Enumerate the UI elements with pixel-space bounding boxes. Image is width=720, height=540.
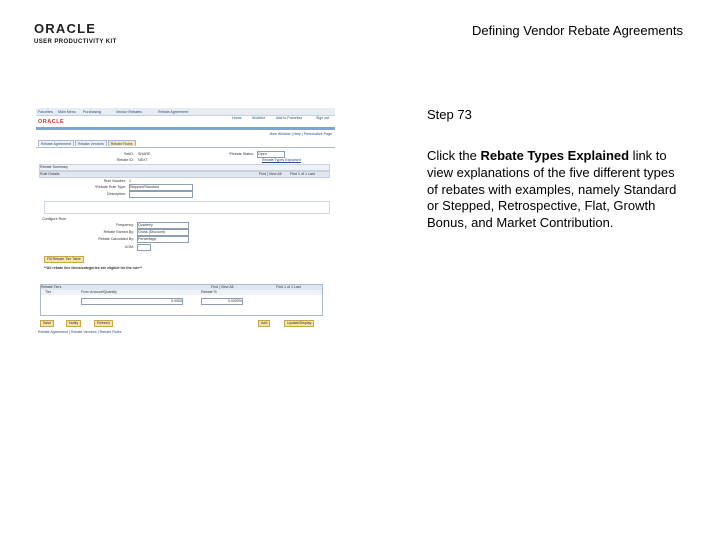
nav-worklist[interactable]: Worklist <box>252 116 265 120</box>
breadcrumb-favorites[interactable]: Favorites <box>38 109 53 114</box>
rebate-status-select[interactable] <box>257 151 285 158</box>
footer-tab-links[interactable]: Rebate Agreement | Rebate Vendors | Rebate Rules <box>38 330 122 334</box>
frequency-label: Frequency: <box>116 223 134 227</box>
rebate-summary-bar[interactable] <box>39 164 330 171</box>
rule-first-last[interactable]: First 1 of 1 Last <box>290 172 315 176</box>
rebate-status-label: *Rebate Status: <box>228 152 254 156</box>
refresh-button[interactable]: Refresh <box>94 320 113 327</box>
rebate-id-value: NEXT <box>138 158 148 162</box>
screenshot-breadcrumb-bar <box>36 108 335 116</box>
grid-find-view[interactable]: Find | View All <box>211 285 234 289</box>
logo-subtitle: USER PRODUCTIVITY KIT <box>34 39 117 45</box>
logo-brand: ORACLE <box>34 21 97 36</box>
description-input[interactable] <box>129 191 193 198</box>
screenshot-footer-toolbar <box>38 320 333 326</box>
nav-sign-out[interactable]: Sign out <box>316 116 330 120</box>
rebate-summary-label: Rebate Summary <box>40 165 68 169</box>
step-text-before: Click the <box>427 148 481 163</box>
document-title: Defining Vendor Rebate Agreements <box>471 23 683 38</box>
screenshot-tabs <box>38 140 137 147</box>
rebate-calc-value: Percentage <box>138 237 157 241</box>
step-text-bold: Rebate Types Explained <box>480 148 630 163</box>
uom-label: UOM: <box>124 245 134 249</box>
breadcrumb-vendor-rebates[interactable]: Vendor Rebates <box>116 109 142 114</box>
screenshot-nav-bar <box>36 116 335 126</box>
oracle-upk-logo <box>34 22 144 50</box>
description-label: Description: <box>107 192 126 196</box>
rebate-earned-value: Gross (Discount) <box>138 230 165 234</box>
configure-rule-label: Configure Rule <box>42 217 66 221</box>
setid-value: SHARE <box>138 152 151 156</box>
rebate-rule-type-select[interactable] <box>129 184 193 191</box>
col-from-amount: From Amount/Quantity <box>81 290 117 294</box>
rebate-rule-type-value: Stepped/Standard <box>130 185 159 189</box>
frequency-value: Quarterly <box>138 223 153 227</box>
rebate-calc-label: Rebate Calculated By: <box>98 237 134 241</box>
breadcrumb-purchasing[interactable]: Purchasing <box>83 109 101 114</box>
grid-first-last[interactable]: First 1 of 1 Last <box>276 285 301 289</box>
uom-input[interactable] <box>137 244 151 251</box>
from-amount-input[interactable] <box>81 298 183 305</box>
rebate-pct-input[interactable] <box>201 298 243 305</box>
rebate-earned-label: Rebate Earned By: <box>103 230 134 234</box>
eligible-note: **All rebate line items/categories are eligible for the rule** <box>44 266 143 270</box>
rebate-types-explained-link[interactable]: Rebate Types Explained <box>262 158 301 162</box>
application-screenshot <box>36 108 335 338</box>
grid-column-headers <box>41 290 322 295</box>
notify-button[interactable]: Notify <box>66 320 81 327</box>
breadcrumb-rebate-agreement[interactable]: Rebate Agreement <box>158 109 188 114</box>
add-button[interactable]: Add <box>258 320 270 327</box>
rule-find-view[interactable]: Find | View All <box>259 172 282 176</box>
rule-number-label: Rule Number: <box>103 179 126 183</box>
grid-row-from: 0.0000 <box>171 299 182 303</box>
step-title: Step 73 <box>427 107 472 122</box>
rebate-rule-type-label: *Rebate Rule Type: <box>94 185 126 189</box>
step-text-after: link to view explanations of the five different types of rebates with examples, namely Standard or Stepped, Retrospective, Flat, Growth Bonus, and Market Contribution. <box>427 148 677 231</box>
col-tier: Tier <box>45 290 52 294</box>
save-button[interactable]: Save <box>40 320 54 327</box>
rebate-status-value: Open <box>258 152 267 156</box>
update-display-button[interactable]: Update/Display <box>284 320 314 327</box>
screenshot-brand: ORACLE <box>38 119 65 125</box>
rule-details-bar <box>39 171 330 178</box>
table-row <box>41 297 322 305</box>
grid-title: Rebate Tiers <box>41 285 62 289</box>
rebate-earned-select[interactable] <box>137 229 189 236</box>
col-rebate-pct: Rebate % <box>201 290 217 294</box>
setid-label: SetID: <box>124 152 134 156</box>
rebate-tiers-grid <box>40 284 323 316</box>
step-instructions <box>427 148 689 232</box>
rebate-id-label: Rebate ID: <box>116 158 134 162</box>
nav-home[interactable]: Home <box>232 116 242 120</box>
screenshot-divider <box>36 127 335 130</box>
rule-details-label: Rule Details <box>40 172 60 176</box>
rule-number-value: 1 <box>129 179 131 183</box>
fill-rebate-tier-button[interactable]: Fill Rebate Tier Table <box>44 256 84 263</box>
nav-add-favorites[interactable]: Add to Favorites <box>276 116 303 120</box>
tab-rebate-rules[interactable]: Rebate Rules <box>108 140 136 146</box>
tab-rebate-agreement[interactable]: Rebate Agreement <box>38 140 74 146</box>
tab-rebate-vendors[interactable]: Rebate Vendors <box>75 140 107 146</box>
screenshot-page-links-bar <box>36 131 335 137</box>
grid-row-pct: 0.0000% <box>227 299 242 303</box>
rule-text-box <box>44 201 330 214</box>
frequency-select[interactable] <box>137 222 189 229</box>
breadcrumb-main-menu[interactable]: Main Menu <box>58 109 76 114</box>
rebate-calc-select[interactable] <box>137 236 189 243</box>
page-links[interactable]: New Window | Help | Personalize Page <box>269 132 332 136</box>
